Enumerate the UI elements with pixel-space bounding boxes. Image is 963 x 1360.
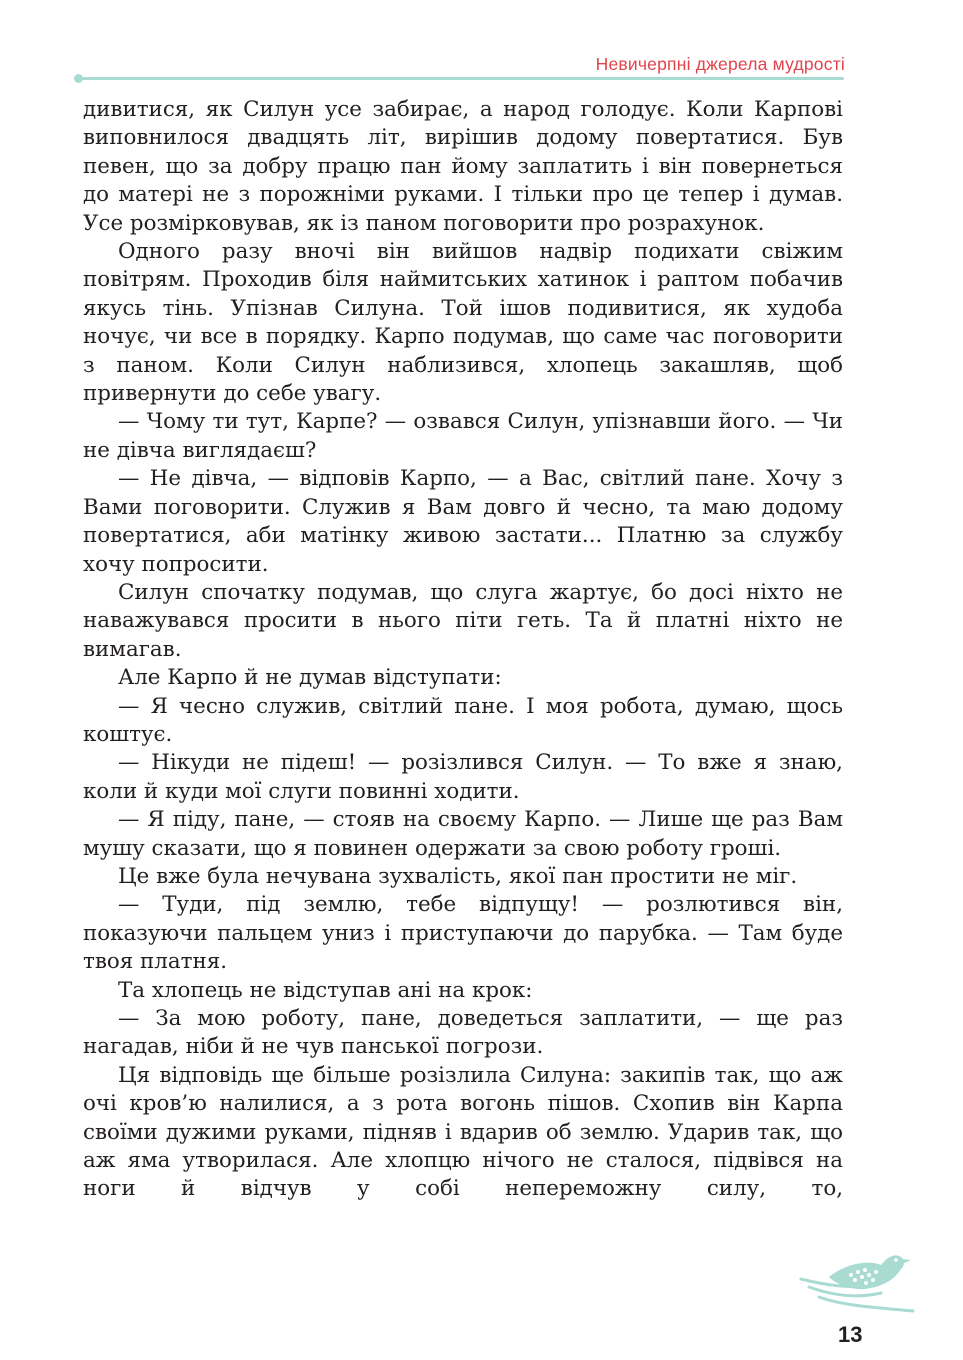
story-text (83, 96, 843, 1204)
paragraph: Силун спочатку подумав, що слуга жартує, бо досі ніхто не наважувався просити в нього піти геть. Та й платні ніхто не вимагав. (83, 579, 843, 662)
paragraph: дивитися, як Силун усе забирає, а народ голодує. Коли Карпові виповнилося двадцять літ, вирішив додому повертатися. Був певен, що за добру працю пан йому заплатить і він повернеться до матері не з порожніми руками. І тільки про це тепер і думав. Усе розмірковував, як із паном поговорити про розрахунок. (83, 97, 843, 236)
paragraph: Ця відповідь ще більше розізлила Силуна: закипів так, що аж очі кров’ю налилися, а з рота вогонь пішов. Схопив він Карпа своїми дужими руками, підняв і вдарив об землю. Ударив так, що аж яма утворилася. Але хлопцю нічого не сталося, підвівся на ноги й відчув у собі непереможну силу, то, (83, 1062, 843, 1202)
dialogue-line: — Я піду, пане, — стояв на своєму Карпо. — Лише ще раз Вам мушу сказати, що я повинен одержати за свою роботу гроші. (83, 807, 843, 861)
paragraph: Одного разу вночі він вийшов надвір подихати свіжим повітрям. Проходив біля наймитських хатинок і раптом побачив якусь тінь. Упізнав Силуна. Той ішов подивитися, як худоба ночує, чи все в порядку. Карпо подумав, що саме час поговорити з паном. Коли Силун наблизився, хлопець закашляв, щоб привернути до себе увагу. (83, 239, 843, 407)
dialogue-line: — Я чесно служив, світлий пане. І моя робота, думаю, щось коштує. (83, 693, 843, 747)
header-rule (78, 77, 844, 80)
paragraph: Це вже була нечувана зухвалість, якої пан простити не міг. (118, 863, 798, 889)
page-number: 13 (838, 1322, 863, 1347)
dialogue-line: — Нікуди не підеш! — розізлився Силун. — То вже я знаю, коли й куди мої слуги повинні ходити. (83, 750, 843, 804)
running-title: Невичерпні джерела мудрості (595, 54, 845, 74)
bird-icon (795, 1245, 915, 1315)
dialogue-line: — Чому ти тут, Карпе? — озвався Силун, упізнавши його. — Чи не дівча виглядаєш? (83, 409, 843, 463)
dialogue-line: — За мою роботу, пане, доведеться заплатити, — ще раз нагадав, ніби й не чув панської погрози. (83, 1006, 843, 1060)
paragraph: Але Карпо й не думав відступати: (118, 665, 502, 691)
paragraph: Та хлопець не відступав ані на крок: (118, 977, 533, 1003)
dialogue-line: — Не дівча, — відповів Карпо, — а Вас, світлий пане. Хочу з Вами поговорити. Служив я Вам довго й чесно, та маю додому повертатися, аби матінку живою застати... Платню за службу хочу попросити. (83, 466, 843, 577)
dialogue-line: — Туди, під землю, тебе відпущу! — розлютився він, показуючи пальцем униз і приступаючи до парубка. — Там буде твоя платня. (83, 892, 843, 975)
